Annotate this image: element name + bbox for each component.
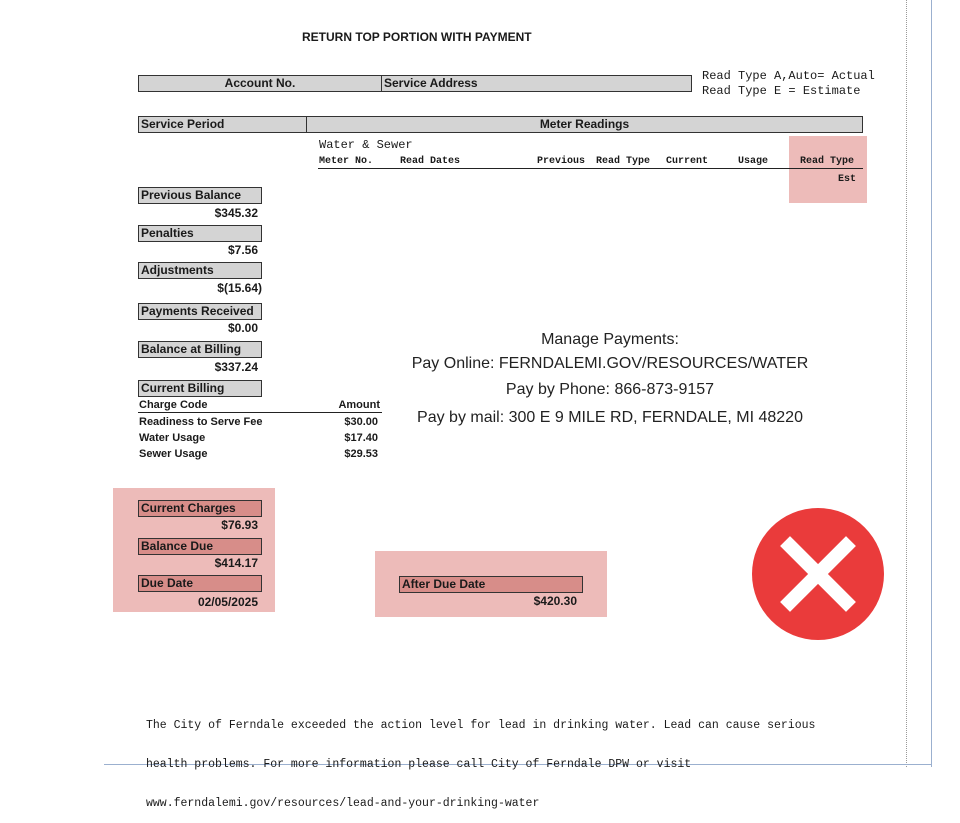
lead-notice-line-1: The City of Ferndale exceeded the action level for lead in drinking water. Lead can cause serious <box>146 719 816 732</box>
payments-received-label: Payments Received <box>138 303 262 320</box>
totals-highlight <box>113 488 275 612</box>
service-period-header <box>138 116 307 133</box>
lead-notice-line-3: www.ferndalemi.gov/resources/lead-and-your-drinking-water <box>146 797 540 810</box>
pay-by-phone-text: Pay by Phone: 866-873-9157 <box>505 381 715 398</box>
meter-col-usage: Usage <box>738 156 769 167</box>
charge-amount: $17.40 <box>344 432 378 444</box>
charge-code-header: Charge Code <box>139 399 208 411</box>
due-date-value: 02/05/2025 <box>197 595 258 609</box>
penalties-label: Penalties <box>138 225 262 242</box>
meter-section-title: Water & Sewer <box>319 138 413 152</box>
meter-col-current: Current <box>666 156 709 167</box>
meter-readings-label: Meter Readings <box>539 117 630 131</box>
balance-due-label: Balance Due <box>138 538 262 555</box>
after-due-date-highlight <box>375 551 607 617</box>
meter-col-previous: Previous <box>537 156 586 167</box>
adjustments-label: Adjustments <box>138 262 262 279</box>
read-type-highlight <box>789 136 867 203</box>
service-period-label: Service Period <box>141 117 225 131</box>
meter-col-meter-no: Meter No. <box>319 156 374 167</box>
penalties-value: $7.56 <box>227 243 258 257</box>
previous-balance-label: Previous Balance <box>138 187 262 204</box>
balance-due-value: $414.17 <box>214 556 258 570</box>
current-charges-value: $76.93 <box>221 518 258 532</box>
current-billing-label: Current Billing <box>138 380 262 397</box>
account-no-header <box>138 75 382 92</box>
charge-amount: $29.53 <box>344 448 378 460</box>
charge-amount: $30.00 <box>344 416 378 428</box>
charge-header-underline <box>138 412 382 413</box>
charge-code: Sewer Usage <box>139 448 208 460</box>
balance-at-billing-value: $337.24 <box>214 360 258 374</box>
after-due-date-value: $420.30 <box>533 594 577 608</box>
due-date-label: Due Date <box>138 575 262 592</box>
manage-payments-title: Manage Payments: <box>541 331 679 348</box>
meter-col-read-dates: Read Dates <box>400 156 461 167</box>
red-x-circle-icon <box>752 508 884 640</box>
payments-received-value: $0.00 <box>227 321 258 335</box>
balance-at-billing-label: Balance at Billing <box>138 341 262 358</box>
lead-notice <box>146 693 815 823</box>
charge-code: Water Usage <box>139 432 206 444</box>
meter-col-read-type-prev: Read Type <box>596 156 651 167</box>
previous-balance-value: $345.32 <box>214 206 258 220</box>
return-notice: RETURN TOP PORTION WITH PAYMENT <box>302 30 532 44</box>
meter-header-underline <box>318 168 863 169</box>
amount-header: Amount <box>338 399 380 411</box>
lead-notice-line-2: health problems. For more information please call City of Ferndale DPW or visit <box>146 758 692 771</box>
pay-online-text: Pay Online: FERNDALEMI.GOV/RESOURCES/WATER <box>411 355 809 372</box>
meter-col-read-type: Read Type <box>800 156 855 167</box>
account-no-label: Account No. <box>224 76 296 90</box>
meter-readings-header <box>306 116 863 133</box>
page-right-dotted-border <box>906 0 907 767</box>
current-charges-label: Current Charges <box>138 500 262 517</box>
pay-by-mail-text: Pay by mail: 300 E 9 MILE RD, FERNDALE, MI 48220 <box>417 409 803 426</box>
read-type-legend-e: Read Type E = Estimate <box>702 84 861 98</box>
read-type-value: Est <box>838 174 857 185</box>
charge-code: Readiness to Serve Fee <box>139 416 263 428</box>
after-due-date-label: After Due Date <box>399 576 583 593</box>
page-right-border <box>931 0 932 767</box>
service-address-label: Service Address <box>384 76 478 90</box>
read-type-legend-a: Read Type A,Auto= Actual <box>702 69 875 83</box>
adjustments-value: $(15.64) <box>217 281 262 295</box>
service-address-header <box>381 75 692 92</box>
